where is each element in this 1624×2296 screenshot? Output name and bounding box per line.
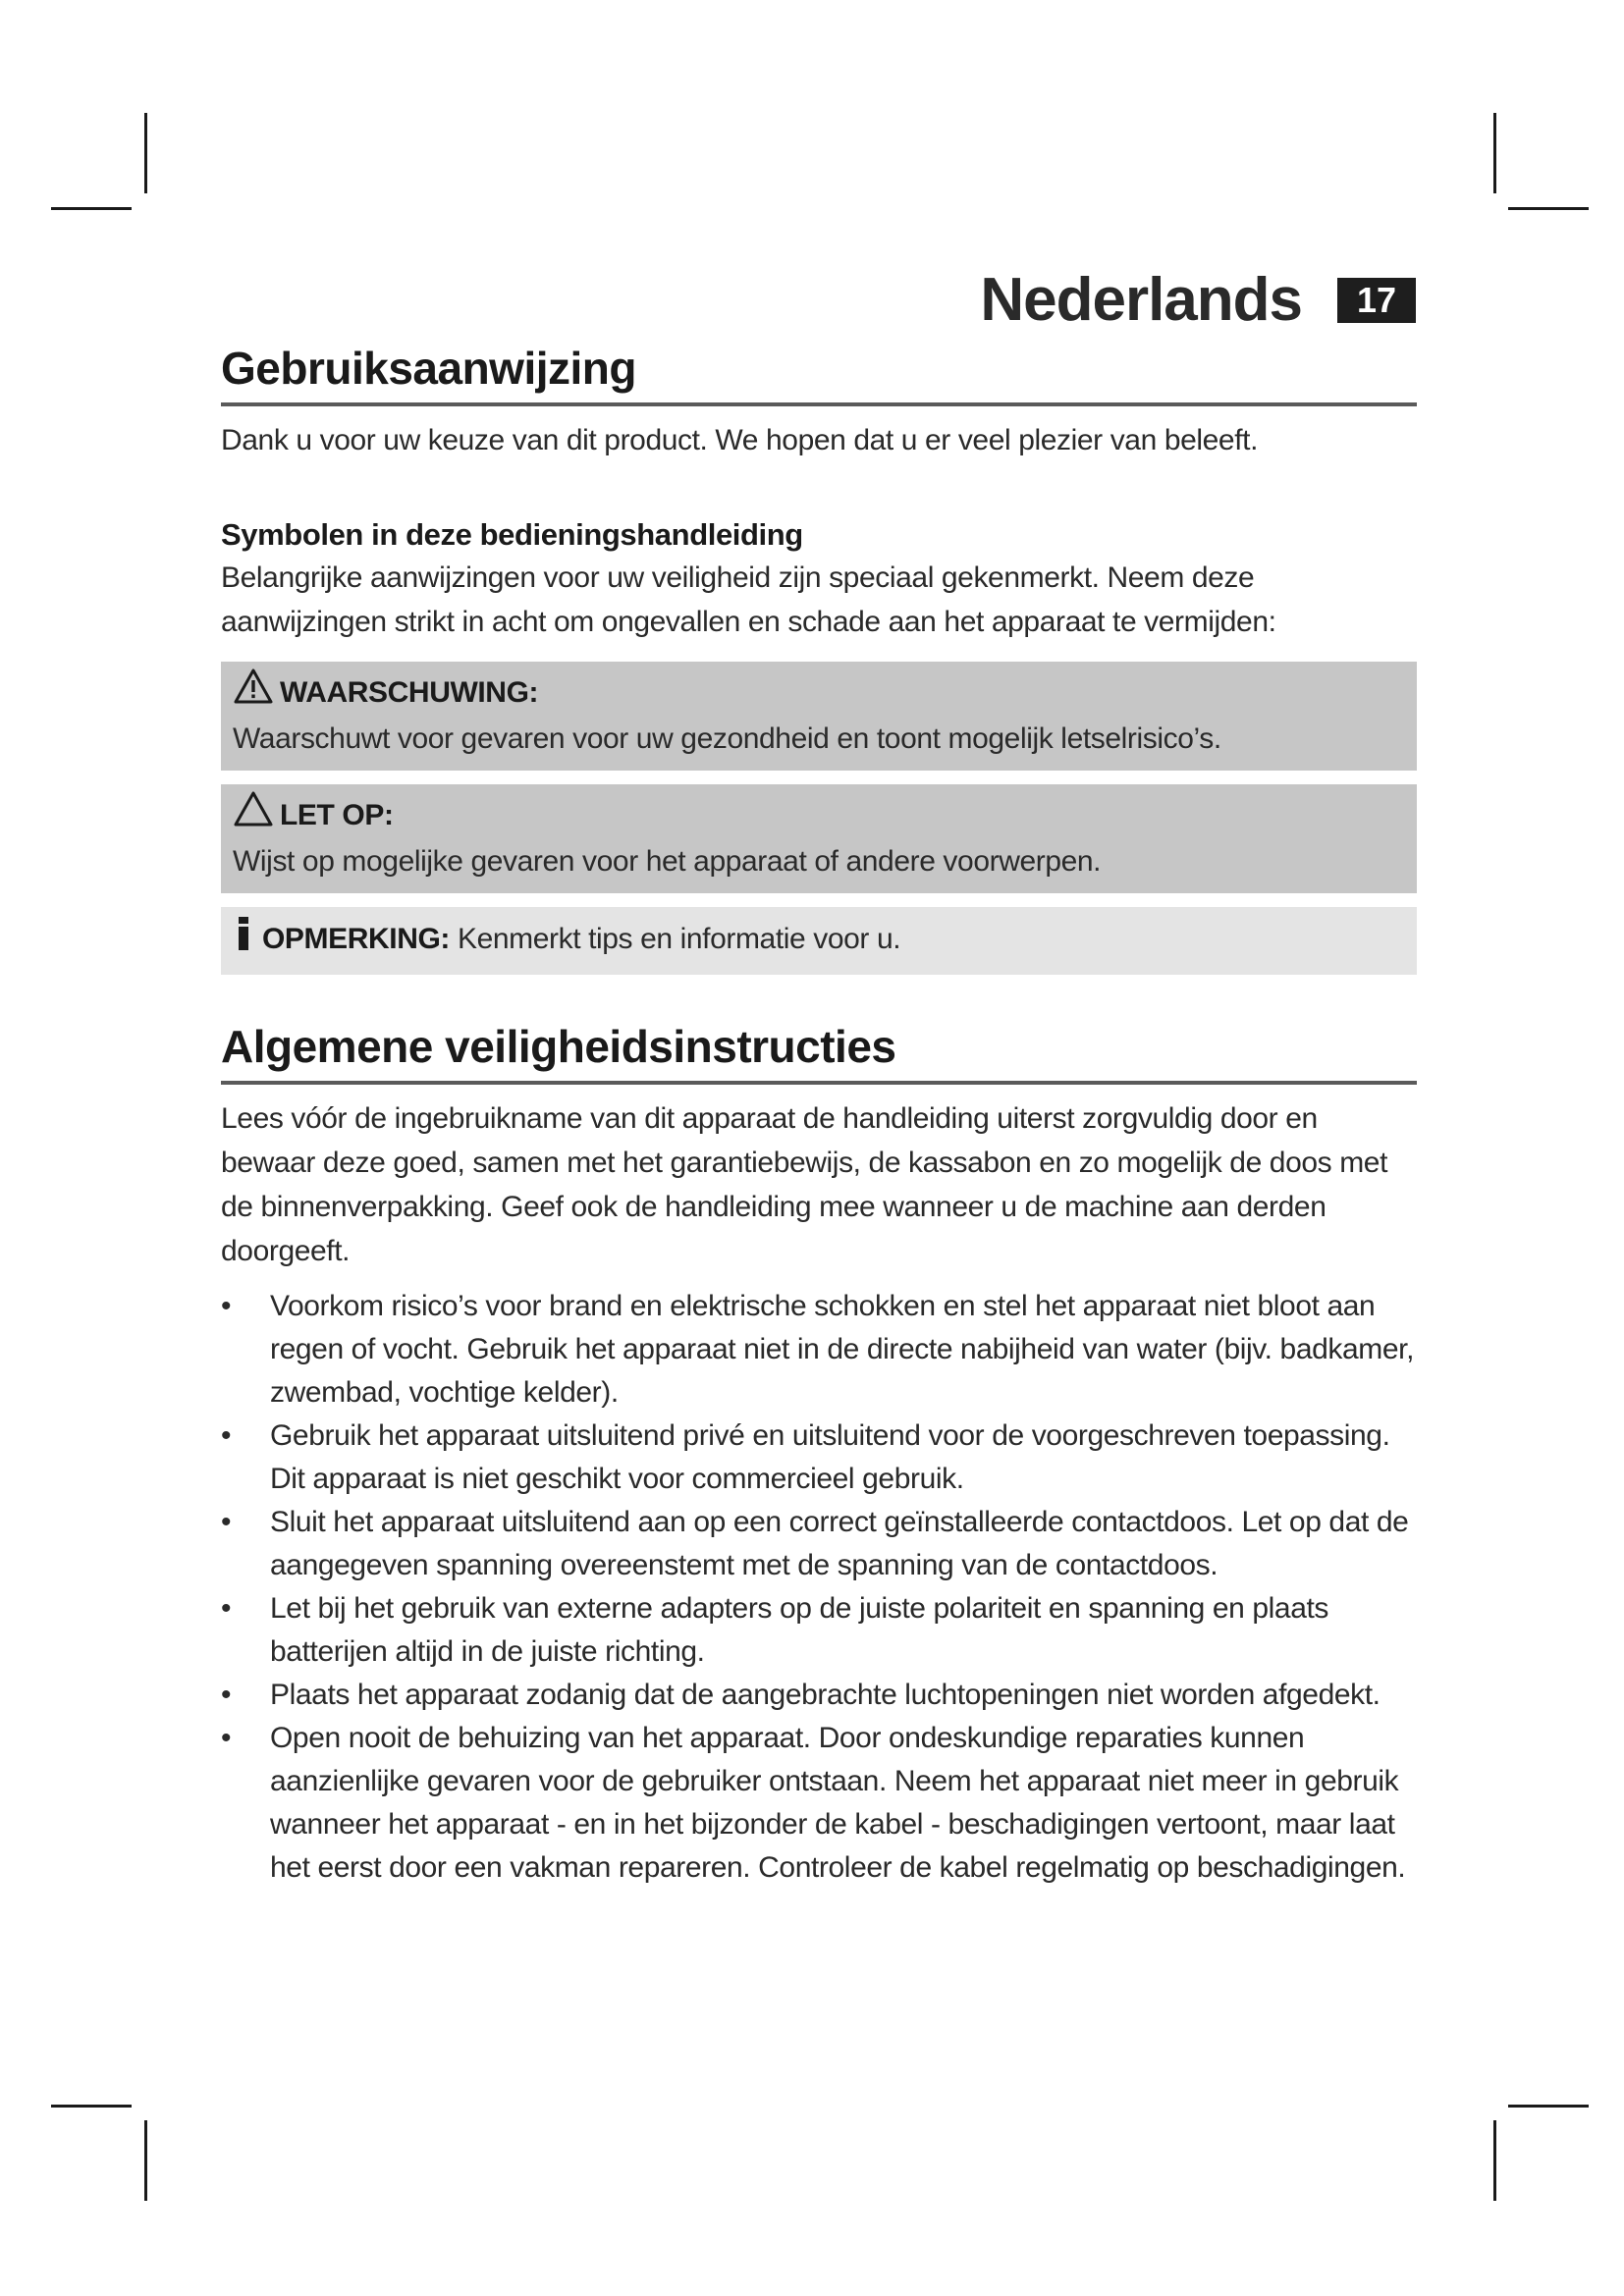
note-label: OPMERKING: bbox=[262, 922, 451, 955]
list-item: • Sluit het apparaat uitsluitend aan op een correct geïnstalleerde contactdoos. Let op dat de aangegeven spanning overeenstemt met de spanning van de contactdoos. bbox=[221, 1501, 1417, 1587]
info-icon bbox=[233, 911, 254, 967]
warning-label: WAARSCHUWING: bbox=[280, 675, 539, 709]
caution-label: LET OP: bbox=[280, 798, 394, 831]
bullet-marker: • bbox=[221, 1290, 232, 1322]
safety-list bbox=[221, 1285, 1417, 1890]
symbols-paragraph: Belangrijke aanwijzingen voor uw veiligheid zijn speciaal gekenmerkt. Neem deze aanwijzingen strikt in acht om ongevallen en schade aan het apparaat te vermijden: bbox=[221, 561, 1276, 638]
crop-mark-bottom-left-vertical bbox=[144, 2120, 147, 2201]
crop-mark-bottom-right-horizontal bbox=[1508, 2105, 1589, 2108]
list-item: • Plaats het apparaat zodanig dat de aangebrachte luchtopeningen niet worden afgedekt. bbox=[221, 1674, 1417, 1717]
warning-text: Waarschuwt voor gevaren voor uw gezondheid en toont mogelijk letselrisico’s. bbox=[233, 722, 1221, 755]
caution-text: Wijst op mogelijke gevaren voor het apparaat of andere voorwerpen. bbox=[233, 845, 1102, 878]
crop-mark-top-left-horizontal bbox=[51, 207, 132, 210]
note-box bbox=[221, 907, 1417, 975]
warning-heading bbox=[233, 667, 1405, 718]
intro-paragraph: Dank u voor uw keuze van dit product. We hopen dat u er veel plezier van beleeft. bbox=[221, 424, 1259, 456]
language-title: Nederlands bbox=[980, 266, 1302, 334]
warning-triangle-icon bbox=[233, 667, 274, 718]
caution-box bbox=[221, 784, 1417, 893]
bullet-marker: • bbox=[221, 1722, 232, 1754]
section-title-gebruiksaanwijzing: Gebruiksaanwijzing bbox=[221, 342, 1417, 406]
list-item: • Open nooit de behuizing van het apparaat. Door ondeskundige reparaties kunnen aanzienlijke gevaren voor de gebruiker ontstaan. Neem het apparaat niet meer in gebruik wanneer het apparaat - en in het bijzonder de kabel - beschadigingen vertoont, maar laat het eerst door een vakman repareren. Controleer de kabel regelmatig op beschadigingen. bbox=[221, 1717, 1417, 1890]
page-content bbox=[221, 342, 1417, 1890]
bullet-marker: • bbox=[221, 1506, 232, 1538]
caution-heading bbox=[233, 790, 1405, 840]
safety-section bbox=[221, 1020, 1417, 1890]
list-item: • Voorkom risico’s voor brand en elektrische schokken en stel het apparaat niet bloot aan regen of vocht. Gebruik het apparaat niet in de directe nabijheid van water (bijv. badkamer, zwembad, vochtige kelder). bbox=[221, 1285, 1417, 1415]
crop-mark-top-right-horizontal bbox=[1508, 207, 1589, 210]
crop-mark-top-right-vertical bbox=[1493, 113, 1496, 193]
section-title-safety: Algemene veiligheidsinstructies bbox=[221, 1020, 1417, 1085]
symbols-subheading: Symbolen in deze bedieningshandleiding bbox=[221, 517, 803, 552]
language-header bbox=[980, 265, 1416, 335]
caution-triangle-icon bbox=[233, 790, 274, 840]
crop-mark-top-left-vertical bbox=[144, 113, 147, 193]
bullet-marker: • bbox=[221, 1419, 232, 1452]
note-text: Kenmerkt tips en informatie voor u. bbox=[457, 922, 901, 955]
list-item: • Gebruik het apparaat uitsluitend privé en uitsluitend voor de voorgeschreven toepassing. Dit apparaat is niet geschikt voor commercieel gebruik. bbox=[221, 1415, 1417, 1501]
list-item: • Let bij het gebruik van externe adapters op de juiste polariteit en spanning en plaats batterijen altijd in de juiste richting. bbox=[221, 1587, 1417, 1674]
crop-mark-bottom-left-horizontal bbox=[51, 2105, 132, 2108]
crop-mark-bottom-right-vertical bbox=[1493, 2120, 1496, 2201]
bullet-marker: • bbox=[221, 1592, 232, 1625]
bullet-marker: • bbox=[221, 1679, 232, 1711]
note-line bbox=[233, 911, 1405, 967]
safety-intro-paragraph: Lees vóór de ingebruikname van dit apparaat de handleiding uiterst zorgvuldig door en bewaar deze goed, samen met het garantiebewijs, de kassabon en zo mogelijk de doos met de binnenverpakking. Geef ook de handleiding mee wanneer u de machine aan derden doorgeeft. bbox=[221, 1102, 1387, 1267]
warning-box bbox=[221, 662, 1417, 771]
page-number-badge: 17 bbox=[1337, 278, 1416, 323]
